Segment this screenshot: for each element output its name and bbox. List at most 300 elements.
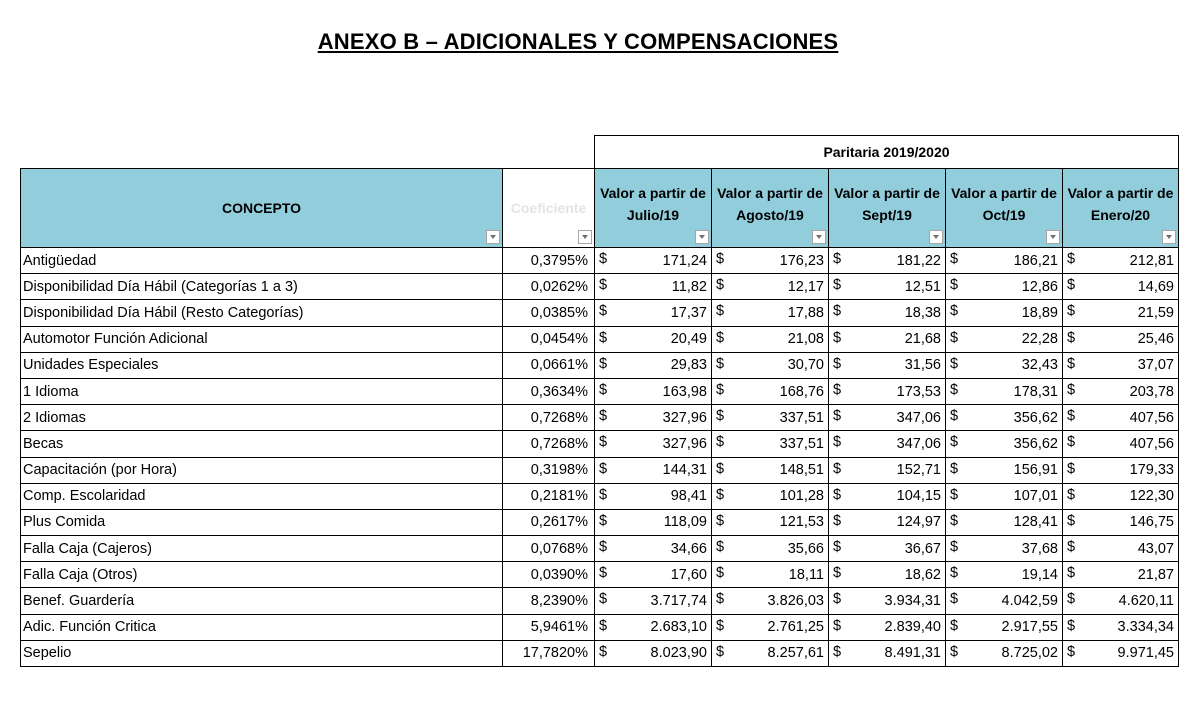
- value-cell[interactable]: [946, 378, 1063, 404]
- coeficiente-header[interactable]: [503, 169, 595, 248]
- table-row: [21, 352, 1179, 378]
- amount: 179,33: [1129, 462, 1174, 479]
- value-cell[interactable]: [712, 562, 829, 588]
- table-row: [21, 326, 1179, 352]
- value-cell[interactable]: [1063, 614, 1179, 640]
- currency-symbol: $: [1067, 617, 1076, 634]
- value-header-line2: Julio/19: [626, 207, 680, 223]
- value-cell[interactable]: [829, 405, 946, 431]
- value-cell[interactable]: [712, 352, 829, 378]
- currency-symbol: $: [716, 617, 725, 634]
- currency-symbol: $: [716, 277, 725, 294]
- currency-symbol: $: [1067, 303, 1076, 320]
- value-cell[interactable]: [1063, 588, 1179, 614]
- filter-dropdown-icon[interactable]: [1162, 230, 1176, 244]
- concepto-cell[interactable]: Disponibilidad Día Hábil (Resto Categorías): [21, 300, 503, 326]
- currency-symbol: $: [1067, 434, 1076, 451]
- amount: 186,21: [1013, 252, 1058, 269]
- currency-symbol: $: [599, 251, 608, 267]
- currency-symbol: $: [950, 591, 959, 608]
- currency-symbol: $: [833, 617, 842, 634]
- currency-symbol: $: [599, 460, 608, 477]
- value-cell[interactable]: [1063, 562, 1179, 588]
- value-cell[interactable]: [595, 457, 712, 483]
- amount: 128,41: [1013, 514, 1058, 531]
- currency-symbol: $: [716, 251, 725, 267]
- value-cell[interactable]: [712, 248, 829, 274]
- value-header-julio[interactable]: [595, 169, 712, 248]
- currency-symbol: $: [1067, 277, 1076, 294]
- currency-symbol: $: [833, 565, 842, 582]
- concepto-cell[interactable]: Antigüedad: [21, 248, 503, 274]
- currency-symbol: $: [599, 643, 608, 660]
- amount: 17,37: [670, 304, 707, 321]
- concepto-cell[interactable]: Falla Caja (Cajeros): [21, 536, 503, 562]
- currency-symbol: $: [1067, 381, 1076, 398]
- amount: 20,49: [670, 331, 707, 348]
- currency-symbol: $: [950, 460, 959, 477]
- coeficiente-cell[interactable]: 0,2181%: [503, 483, 595, 509]
- amount: 22,28: [1021, 331, 1058, 348]
- currency-symbol: $: [950, 303, 959, 320]
- amount: 168,76: [779, 383, 824, 400]
- amount: 124,97: [896, 514, 941, 531]
- value-cell[interactable]: [595, 300, 712, 326]
- currency-symbol: $: [833, 591, 842, 608]
- document-title: ANEXO B – ADICIONALES Y COMPENSACIONES: [317, 29, 839, 54]
- value-header-line2: Oct/19: [982, 207, 1026, 223]
- value-cell[interactable]: [595, 588, 712, 614]
- amount: 25,46: [1137, 331, 1174, 348]
- value-cell[interactable]: [829, 483, 946, 509]
- coeficiente-cell[interactable]: 0,0390%: [503, 562, 595, 588]
- coeficiente-cell[interactable]: 0,0454%: [503, 326, 595, 352]
- amount: 37,68: [1021, 540, 1058, 557]
- concepto-cell[interactable]: Comp. Escolaridad: [21, 483, 503, 509]
- coeficiente-cell[interactable]: 0,3198%: [503, 457, 595, 483]
- currency-symbol: $: [950, 251, 959, 267]
- currency-symbol: $: [599, 591, 608, 608]
- amount: 32,43: [1021, 357, 1058, 374]
- concepto-cell[interactable]: 2 Idiomas: [21, 405, 503, 431]
- coeficiente-cell[interactable]: 8,2390%: [503, 588, 595, 614]
- amount: 8.023,90: [650, 645, 707, 662]
- table-row: [21, 614, 1179, 640]
- amount: 407,56: [1129, 409, 1174, 426]
- amount: 327,96: [662, 435, 707, 452]
- amount: 14,69: [1137, 278, 1174, 295]
- currency-symbol: $: [950, 434, 959, 451]
- concepto-cell[interactable]: Automotor Función Adicional: [21, 326, 503, 352]
- amount: 407,56: [1129, 435, 1174, 452]
- value-cell[interactable]: [829, 326, 946, 352]
- currency-symbol: $: [833, 277, 842, 294]
- table-row: [21, 562, 1179, 588]
- amount: 8.257,61: [767, 645, 824, 662]
- filter-dropdown-icon[interactable]: [929, 230, 943, 244]
- amount: 212,81: [1129, 252, 1174, 269]
- currency-symbol: $: [716, 408, 725, 425]
- currency-symbol: $: [833, 381, 842, 398]
- amount: 12,17: [787, 278, 824, 295]
- currency-symbol: $: [1067, 512, 1076, 529]
- value-cell[interactable]: [595, 431, 712, 457]
- value-header-sept[interactable]: [829, 169, 946, 248]
- table-row: [21, 274, 1179, 300]
- currency-symbol: $: [599, 617, 608, 634]
- value-cell[interactable]: [946, 326, 1063, 352]
- value-cell[interactable]: [829, 640, 946, 666]
- value-cell[interactable]: [712, 326, 829, 352]
- concepto-cell[interactable]: Capacitación (por Hora): [21, 457, 503, 483]
- currency-symbol: $: [833, 408, 842, 425]
- concepto-header[interactable]: [21, 169, 503, 248]
- currency-symbol: $: [833, 355, 842, 372]
- amount: 156,91: [1013, 462, 1058, 479]
- value-cell[interactable]: [829, 588, 946, 614]
- compensation-table: [20, 135, 1179, 667]
- currency-symbol: $: [1067, 539, 1076, 556]
- value-cell[interactable]: [712, 640, 829, 666]
- amount: 2.917,55: [1001, 619, 1058, 636]
- currency-symbol: $: [833, 486, 842, 503]
- amount: 122,30: [1129, 488, 1174, 505]
- amount: 356,62: [1013, 435, 1058, 452]
- value-cell[interactable]: [595, 248, 712, 274]
- value-cell[interactable]: [829, 457, 946, 483]
- currency-symbol: $: [1067, 251, 1076, 267]
- amount: 12,86: [1021, 278, 1058, 295]
- coeficiente-cell[interactable]: 0,7268%: [503, 431, 595, 457]
- value-cell[interactable]: [595, 378, 712, 404]
- value-cell[interactable]: [595, 326, 712, 352]
- value-cell[interactable]: [829, 274, 946, 300]
- value-cell[interactable]: [946, 483, 1063, 509]
- value-cell[interactable]: [946, 300, 1063, 326]
- amount: 11,82: [671, 278, 707, 295]
- value-cell[interactable]: [829, 248, 946, 274]
- currency-symbol: $: [1067, 565, 1076, 582]
- currency-symbol: $: [1067, 460, 1076, 477]
- amount: 148,51: [779, 462, 824, 479]
- value-cell[interactable]: [1063, 457, 1179, 483]
- table-row: [21, 640, 1179, 666]
- currency-symbol: $: [950, 512, 959, 529]
- value-cell[interactable]: [946, 588, 1063, 614]
- coeficiente-cell[interactable]: 0,3795%: [503, 248, 595, 274]
- table-row: [21, 248, 1179, 274]
- currency-symbol: $: [1067, 329, 1076, 346]
- concepto-cell[interactable]: 1 Idioma: [21, 378, 503, 404]
- amount: 18,62: [904, 566, 941, 583]
- amount: 4.620,11: [1118, 593, 1174, 610]
- coeficiente-cell[interactable]: 0,0262%: [503, 274, 595, 300]
- currency-symbol: $: [716, 303, 725, 320]
- value-cell[interactable]: [1063, 405, 1179, 431]
- amount: 9.971,45: [1117, 645, 1174, 662]
- concepto-cell[interactable]: Becas: [21, 431, 503, 457]
- currency-symbol: $: [833, 251, 842, 267]
- value-header-line2: Agosto/19: [736, 207, 804, 223]
- value-cell[interactable]: [1063, 378, 1179, 404]
- value-cell[interactable]: [595, 640, 712, 666]
- amount: 21,68: [904, 331, 941, 348]
- table-row: [21, 378, 1179, 404]
- amount: 101,28: [779, 488, 824, 505]
- currency-symbol: $: [599, 355, 608, 372]
- value-cell[interactable]: [946, 536, 1063, 562]
- filter-dropdown-icon[interactable]: [1046, 230, 1060, 244]
- concepto-cell[interactable]: Benef. Guardería: [21, 588, 503, 614]
- value-cell[interactable]: [1063, 326, 1179, 352]
- currency-symbol: $: [716, 460, 725, 477]
- value-cell[interactable]: [595, 274, 712, 300]
- coeficiente-cell[interactable]: 0,7268%: [503, 405, 595, 431]
- value-header-agosto[interactable]: [712, 169, 829, 248]
- amount: 43,07: [1137, 540, 1174, 557]
- amount: 347,06: [896, 409, 941, 426]
- coeficiente-cell[interactable]: 5,9461%: [503, 614, 595, 640]
- value-header-line1: Valor a partir de: [600, 185, 706, 201]
- value-cell[interactable]: [595, 509, 712, 535]
- currency-symbol: $: [716, 539, 725, 556]
- value-cell[interactable]: [829, 509, 946, 535]
- currency-symbol: $: [599, 329, 608, 346]
- currency-symbol: $: [833, 539, 842, 556]
- value-cell[interactable]: [1063, 300, 1179, 326]
- amount: 3.826,03: [767, 593, 824, 610]
- value-cell[interactable]: [595, 483, 712, 509]
- concepto-cell[interactable]: Unidades Especiales: [21, 352, 503, 378]
- value-cell[interactable]: [829, 614, 946, 640]
- value-cell[interactable]: [1063, 640, 1179, 666]
- value-cell[interactable]: [595, 352, 712, 378]
- value-cell[interactable]: [946, 405, 1063, 431]
- currency-symbol: $: [716, 591, 725, 608]
- value-cell[interactable]: [595, 536, 712, 562]
- value-cell[interactable]: [829, 300, 946, 326]
- value-cell[interactable]: [1063, 509, 1179, 535]
- currency-symbol: $: [599, 381, 608, 398]
- value-cell[interactable]: [946, 457, 1063, 483]
- value-cell[interactable]: [595, 614, 712, 640]
- amount: 19,14: [1021, 566, 1058, 583]
- amount: 21,08: [787, 331, 824, 348]
- currency-symbol: $: [833, 460, 842, 477]
- currency-symbol: $: [950, 486, 959, 503]
- amount: 118,09: [663, 514, 707, 531]
- currency-symbol: $: [833, 512, 842, 529]
- value-cell[interactable]: [712, 536, 829, 562]
- value-header-line2: Enero/20: [1090, 207, 1151, 223]
- value-cell[interactable]: [712, 300, 829, 326]
- value-cell[interactable]: [595, 405, 712, 431]
- amount: 35,66: [787, 540, 824, 557]
- amount: 144,31: [662, 462, 707, 479]
- currency-symbol: $: [716, 355, 725, 372]
- concepto-cell[interactable]: Sepelio: [21, 640, 503, 666]
- currency-symbol: $: [716, 512, 725, 529]
- value-cell[interactable]: [1063, 274, 1179, 300]
- amount: 104,15: [896, 488, 941, 505]
- value-header-line1: Valor a partir de: [717, 185, 823, 201]
- table-row: [21, 300, 1179, 326]
- amount: 121,53: [779, 514, 824, 531]
- value-cell[interactable]: [946, 640, 1063, 666]
- coeficiente-header-label: Coeficiente: [510, 200, 587, 216]
- currency-symbol: $: [599, 434, 608, 451]
- amount: 8.725,02: [1001, 645, 1058, 662]
- value-cell[interactable]: [712, 378, 829, 404]
- amount: 21,59: [1137, 304, 1174, 321]
- amount: 178,31: [1013, 383, 1058, 400]
- table-row: [21, 509, 1179, 535]
- value-cell[interactable]: [1063, 536, 1179, 562]
- amount: 4.042,59: [1001, 593, 1058, 610]
- value-cell[interactable]: [1063, 248, 1179, 274]
- value-cell[interactable]: [712, 457, 829, 483]
- currency-symbol: $: [950, 617, 959, 634]
- value-cell[interactable]: [595, 562, 712, 588]
- coeficiente-cell[interactable]: 0,3634%: [503, 378, 595, 404]
- currency-symbol: $: [599, 565, 608, 582]
- value-cell[interactable]: [712, 614, 829, 640]
- currency-symbol: $: [950, 643, 959, 660]
- currency-symbol: $: [716, 329, 725, 346]
- concepto-cell[interactable]: Adic. Función Critica: [21, 614, 503, 640]
- amount: 2.683,10: [650, 619, 707, 636]
- value-header-line1: Valor a partir de: [1067, 185, 1174, 201]
- currency-symbol: $: [950, 355, 959, 372]
- amount: 163,98: [662, 383, 707, 400]
- amount: 203,78: [1129, 383, 1174, 400]
- value-cell[interactable]: [829, 562, 946, 588]
- amount: 21,87: [1137, 566, 1174, 583]
- amount: 337,51: [779, 435, 824, 452]
- filter-dropdown-icon[interactable]: [695, 230, 709, 244]
- amount: 3.934,31: [884, 593, 941, 610]
- currency-symbol: $: [950, 408, 959, 425]
- concepto-header-label: CONCEPTO: [221, 200, 302, 216]
- currency-symbol: $: [1067, 591, 1076, 608]
- amount: 12,51: [904, 278, 941, 295]
- amount: 3.717,74: [650, 593, 707, 610]
- coeficiente-cell[interactable]: 0,0768%: [503, 536, 595, 562]
- value-cell[interactable]: [712, 509, 829, 535]
- concepto-cell[interactable]: Disponibilidad Día Hábil (Categorías 1 a 3): [21, 274, 503, 300]
- value-header-line1: Valor a partir de: [951, 185, 1057, 201]
- table-row: [21, 431, 1179, 457]
- amount: 181,22: [896, 252, 941, 269]
- value-cell[interactable]: [946, 509, 1063, 535]
- paritaria-row: [21, 136, 1179, 169]
- value-cell[interactable]: [829, 352, 946, 378]
- value-header-line1: Valor a partir de: [834, 185, 940, 201]
- currency-symbol: $: [950, 381, 959, 398]
- value-cell[interactable]: [946, 614, 1063, 640]
- amount: 152,71: [896, 462, 941, 479]
- currency-symbol: $: [950, 565, 959, 582]
- value-cell[interactable]: [712, 431, 829, 457]
- value-header-oct[interactable]: [946, 169, 1063, 248]
- value-cell[interactable]: [712, 483, 829, 509]
- amount: 17,60: [670, 566, 707, 583]
- currency-symbol: $: [599, 486, 608, 503]
- value-cell[interactable]: [946, 562, 1063, 588]
- coeficiente-cell[interactable]: 0,2617%: [503, 509, 595, 535]
- amount: 31,56: [904, 357, 941, 374]
- value-cell[interactable]: [829, 536, 946, 562]
- amount: 18,38: [904, 304, 941, 321]
- currency-symbol: $: [1067, 355, 1076, 372]
- amount: 3.334,34: [1117, 619, 1174, 636]
- table-row: [21, 483, 1179, 509]
- value-cell[interactable]: [829, 431, 946, 457]
- currency-symbol: $: [599, 539, 608, 556]
- table-row: [21, 405, 1179, 431]
- currency-symbol: $: [950, 277, 959, 294]
- amount: 98,41: [670, 488, 707, 505]
- amount: 347,06: [896, 435, 941, 452]
- amount: 34,66: [670, 540, 707, 557]
- filter-dropdown-icon[interactable]: [578, 230, 592, 244]
- value-cell[interactable]: [829, 378, 946, 404]
- amount: 107,01: [1013, 488, 1058, 505]
- value-cell[interactable]: [946, 431, 1063, 457]
- currency-symbol: $: [599, 277, 608, 294]
- amount: 18,11: [788, 566, 824, 583]
- coeficiente-cell[interactable]: 0,0661%: [503, 352, 595, 378]
- value-header-enero[interactable]: [1063, 169, 1179, 248]
- value-cell[interactable]: [946, 248, 1063, 274]
- amount: 327,96: [662, 409, 707, 426]
- value-cell[interactable]: [712, 588, 829, 614]
- currency-symbol: $: [833, 643, 842, 660]
- coeficiente-cell[interactable]: 0,0385%: [503, 300, 595, 326]
- amount: 37,07: [1137, 357, 1174, 374]
- amount: 2.839,40: [884, 619, 941, 636]
- amount: 36,67: [904, 540, 941, 557]
- concepto-cell[interactable]: Falla Caja (Otros): [21, 562, 503, 588]
- filter-dropdown-icon[interactable]: [486, 230, 500, 244]
- amount: 171,24: [662, 252, 707, 269]
- value-cell[interactable]: [1063, 352, 1179, 378]
- currency-symbol: $: [716, 381, 725, 398]
- amount: 18,89: [1021, 304, 1058, 321]
- amount: 8.491,31: [884, 645, 941, 662]
- amount: 146,75: [1129, 514, 1174, 531]
- currency-symbol: $: [716, 565, 725, 582]
- coeficiente-cell[interactable]: 17,7820%: [503, 640, 595, 666]
- currency-symbol: $: [833, 303, 842, 320]
- value-cell[interactable]: [712, 274, 829, 300]
- currency-symbol: $: [599, 303, 608, 320]
- currency-symbol: $: [1067, 408, 1076, 425]
- value-cell[interactable]: [1063, 483, 1179, 509]
- currency-symbol: $: [1067, 643, 1076, 660]
- amount: 30,70: [787, 357, 824, 374]
- value-cell[interactable]: [712, 405, 829, 431]
- amount: 29,83: [670, 357, 707, 374]
- filter-dropdown-icon[interactable]: [812, 230, 826, 244]
- value-cell[interactable]: [946, 274, 1063, 300]
- paritaria-header: Paritaria 2019/2020: [595, 136, 1179, 169]
- amount: 176,23: [779, 252, 824, 269]
- currency-symbol: $: [716, 486, 725, 503]
- value-cell[interactable]: [946, 352, 1063, 378]
- value-cell[interactable]: [1063, 431, 1179, 457]
- concepto-cell[interactable]: Plus Comida: [21, 509, 503, 535]
